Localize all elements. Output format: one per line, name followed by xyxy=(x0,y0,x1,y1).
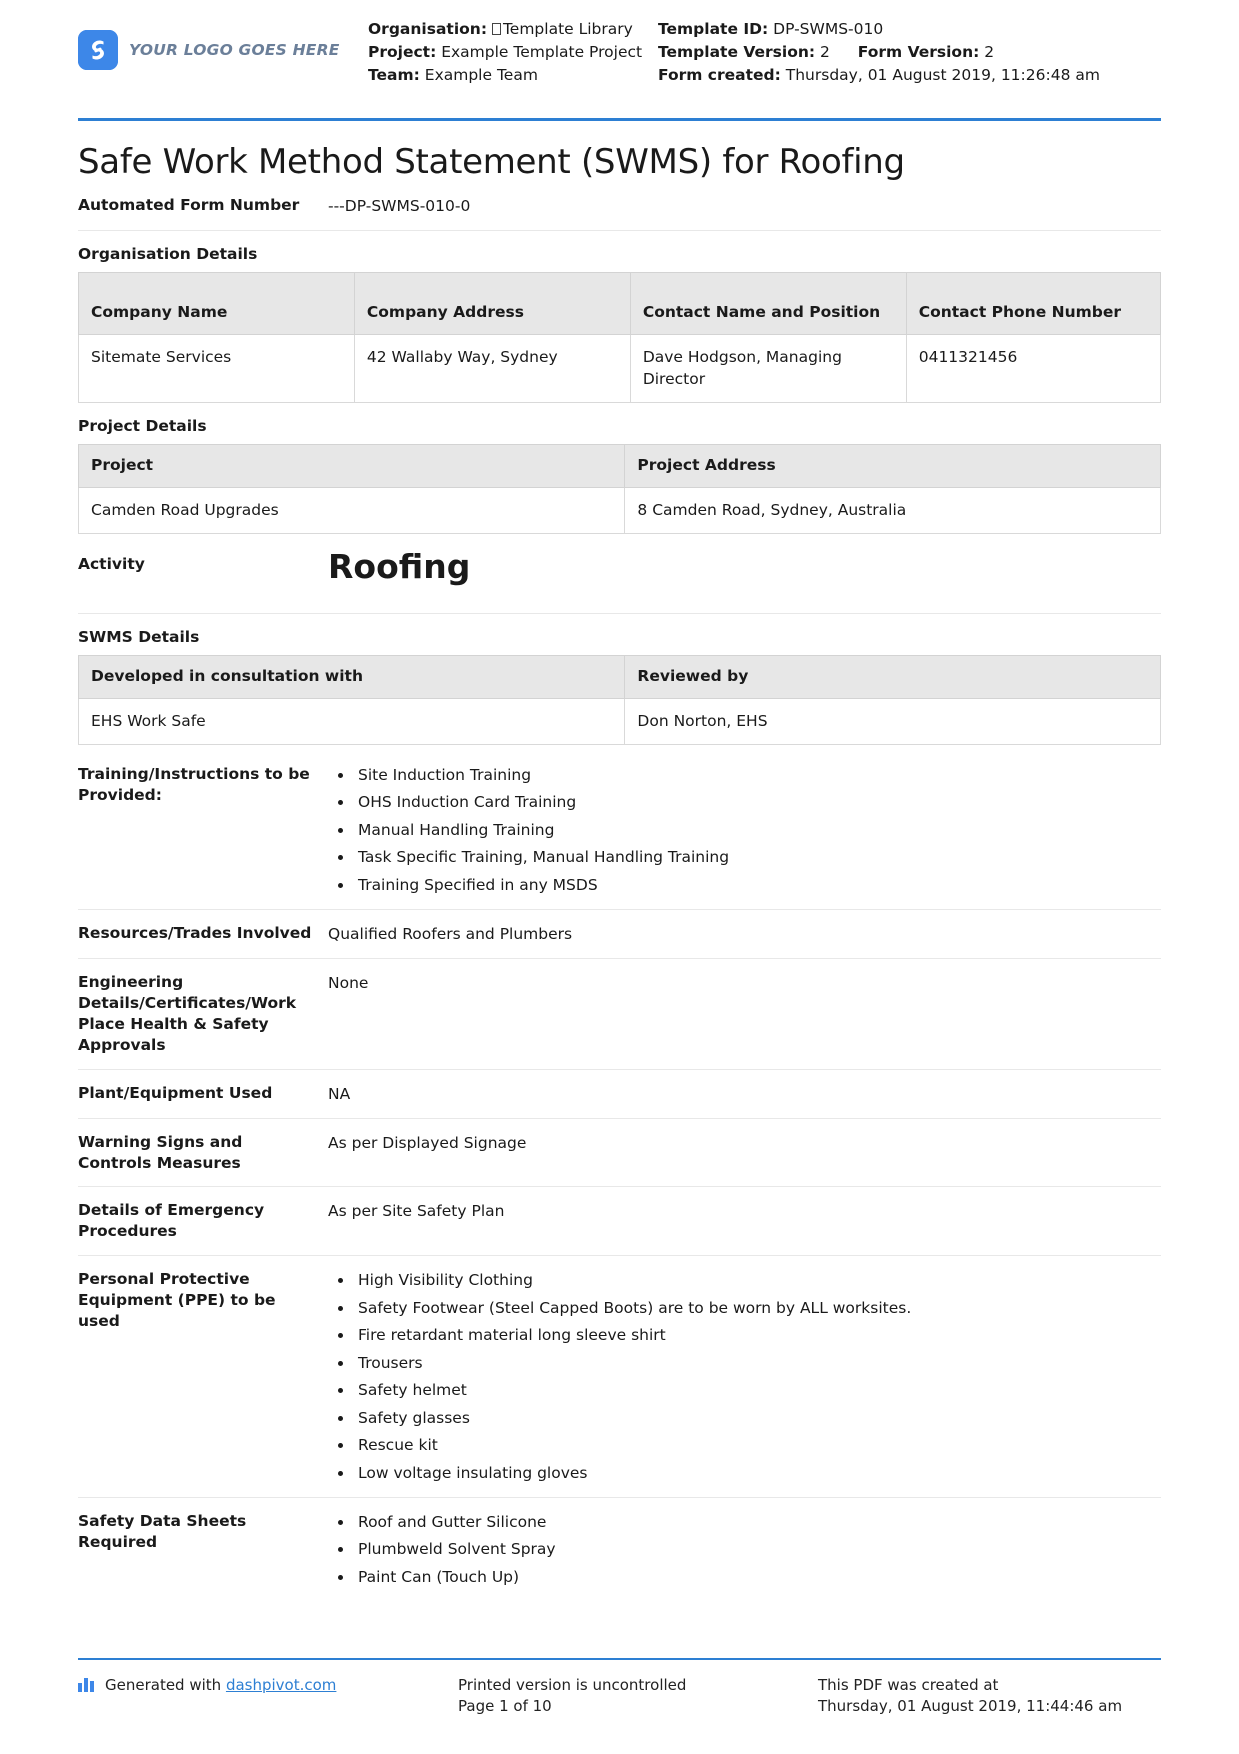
automated-form-label: Automated Form Number xyxy=(78,196,300,215)
field-row xyxy=(78,1119,1161,1188)
field-value xyxy=(328,1269,1161,1484)
field-row xyxy=(78,910,1161,959)
form-created-label: Form created: xyxy=(658,65,781,84)
bar-chart-icon xyxy=(78,1677,96,1692)
list-item: • Rescue kit xyxy=(354,1434,1161,1456)
column-header: Project xyxy=(79,445,625,488)
document-header xyxy=(78,0,1161,112)
company-logo-icon xyxy=(78,30,118,70)
field-row xyxy=(78,1256,1161,1498)
footer-divider xyxy=(78,1658,1161,1660)
table-cell: Dave Hodgson, Managing Director xyxy=(630,335,906,403)
field-list xyxy=(328,1511,1161,1588)
activity-label: Activity xyxy=(78,555,145,574)
project-details-heading: Project Details xyxy=(78,417,207,436)
pdf-created-label: This PDF was created at xyxy=(818,1675,999,1694)
team-label: Team: xyxy=(368,65,420,84)
list-item: • OHS Induction Card Training xyxy=(354,791,1161,813)
table-cell: 0411321456 xyxy=(906,335,1160,403)
list-item: • High Visibility Clothing xyxy=(354,1269,1161,1291)
field-rows-container xyxy=(78,751,1161,1601)
form-created-value: Thursday, 01 August 2019, 11:26:48 am xyxy=(785,65,1100,84)
field-value: Qualified Roofers and Plumbers xyxy=(328,924,573,943)
field-label: Engineering Details/Certificates/Work Place Health & Safety Approvals xyxy=(78,972,297,1054)
list-item: • Task Specific Training, Manual Handling Training xyxy=(354,846,1161,868)
organisation-details-table xyxy=(78,272,1161,403)
field-label: Training/Instructions to be Provided: xyxy=(78,764,310,804)
field-label: Personal Protective Equipment (PPE) to be used xyxy=(78,1270,276,1331)
field-value xyxy=(328,764,1161,896)
column-header: Contact Phone Number xyxy=(906,273,1160,335)
table-row xyxy=(79,488,1161,534)
table-cell: Don Norton, EHS xyxy=(625,698,1161,744)
activity-row xyxy=(78,540,1161,614)
table-cell: EHS Work Safe xyxy=(79,698,625,744)
field-value xyxy=(328,1511,1161,1588)
page-number: Page 1 of 10 xyxy=(458,1697,552,1716)
template-version-label: Template Version: xyxy=(658,42,816,61)
list-item: • Safety helmet xyxy=(354,1379,1161,1401)
list-item: • Manual Handling Training xyxy=(354,819,1161,841)
organisation-details-heading: Organisation Details xyxy=(78,245,258,264)
list-item: • Plumbweld Solvent Spray xyxy=(354,1538,1161,1560)
field-value: As per Displayed Signage xyxy=(328,1133,527,1152)
column-header: Reviewed by xyxy=(625,656,1161,699)
team-line xyxy=(368,64,658,87)
automated-form-row xyxy=(78,182,1161,231)
header-meta-right xyxy=(658,18,1161,87)
form-version-label: Form Version: xyxy=(857,42,980,61)
field-list xyxy=(328,764,1161,896)
table-header-row xyxy=(79,656,1161,699)
list-item: • Roof and Gutter Silicone xyxy=(354,1511,1161,1533)
header-divider xyxy=(78,118,1161,121)
list-item: • Safety glasses xyxy=(354,1407,1161,1429)
field-value: NA xyxy=(328,1084,351,1103)
page-title: Safe Work Method Statement (SWMS) for Roofing xyxy=(78,142,905,182)
field-label: Details of Emergency Procedures xyxy=(78,1201,265,1241)
organisation-label: Organisation: xyxy=(368,20,488,38)
column-header: Contact Name and Position xyxy=(630,273,906,335)
organisation-line xyxy=(368,18,658,41)
footer-print-info xyxy=(458,1675,818,1719)
field-value: None xyxy=(328,973,369,992)
list-item: • Low voltage insulating gloves xyxy=(354,1462,1161,1484)
table-cell: 8 Camden Road, Sydney, Australia xyxy=(625,488,1161,534)
list-item: • Training Specified in any MSDS xyxy=(354,874,1161,896)
field-row xyxy=(78,1187,1161,1256)
table-row xyxy=(79,698,1161,744)
generated-prefix: Generated with xyxy=(105,1675,226,1694)
logo-text: YOUR LOGO GOES HERE xyxy=(129,41,340,59)
list-item: • Paint Can (Touch Up) xyxy=(354,1566,1161,1588)
team-value: Example Team xyxy=(424,65,538,84)
template-id-line xyxy=(658,18,1161,41)
table-cell: Sitemate Services xyxy=(79,335,355,403)
field-label: Resources/Trades Involved xyxy=(78,923,312,942)
field-row xyxy=(78,1498,1161,1601)
field-row xyxy=(78,1070,1161,1119)
list-item: • Site Induction Training xyxy=(354,764,1161,786)
table-header-row xyxy=(79,273,1161,335)
list-item: • Fire retardant material long sleeve shirt xyxy=(354,1324,1161,1346)
project-line xyxy=(368,41,658,64)
header-meta-left xyxy=(368,18,658,87)
table-header-row xyxy=(79,445,1161,488)
column-header: Project Address xyxy=(625,445,1161,488)
form-version-value: 2 xyxy=(984,42,995,61)
project-value: Example Template Project xyxy=(441,42,643,61)
placeholder-box-icon xyxy=(492,23,501,35)
printed-notice: Printed version is uncontrolled xyxy=(458,1675,687,1694)
table-cell: Camden Road Upgrades xyxy=(79,488,625,534)
logo-block xyxy=(78,18,368,70)
organisation-value: Template Library xyxy=(502,20,633,38)
version-line xyxy=(658,41,1161,64)
table-row xyxy=(79,335,1161,403)
field-value: As per Site Safety Plan xyxy=(328,1202,505,1221)
table-cell: 42 Wallaby Way, Sydney xyxy=(354,335,630,403)
template-id-value: DP-SWMS-010 xyxy=(773,20,884,38)
column-header: Company Name xyxy=(79,273,355,335)
field-label: Plant/Equipment Used xyxy=(78,1083,273,1102)
swms-details-heading: SWMS Details xyxy=(78,628,200,647)
footer-generated-with xyxy=(78,1675,458,1719)
list-item: • Safety Footwear (Steel Capped Boots) are to be worn by ALL worksites. xyxy=(354,1297,1161,1319)
field-list xyxy=(328,1269,1161,1484)
template-id-label: Template ID: xyxy=(658,20,769,38)
field-row xyxy=(78,959,1161,1070)
document-footer xyxy=(78,1658,1161,1719)
project-label: Project: xyxy=(368,42,437,61)
form-created-line xyxy=(658,64,1161,87)
activity-value: Roofing xyxy=(328,547,471,587)
dashpivot-link[interactable]: dashpivot.com xyxy=(225,1675,337,1694)
field-row xyxy=(78,751,1161,910)
footer-pdf-info xyxy=(818,1675,1161,1719)
template-version-value: 2 xyxy=(820,42,830,61)
column-header: Company Address xyxy=(354,273,630,335)
column-header: Developed in consultation with xyxy=(79,656,625,699)
field-label: Safety Data Sheets Required xyxy=(78,1511,247,1551)
swms-details-table xyxy=(78,655,1161,745)
project-details-table xyxy=(78,444,1161,534)
pdf-created-value: Thursday, 01 August 2019, 11:44:46 am xyxy=(818,1697,1123,1716)
field-label: Warning Signs and Controls Measures xyxy=(78,1132,243,1172)
automated-form-value: ---DP-SWMS-010-0 xyxy=(328,197,471,216)
list-item: • Trousers xyxy=(354,1352,1161,1374)
